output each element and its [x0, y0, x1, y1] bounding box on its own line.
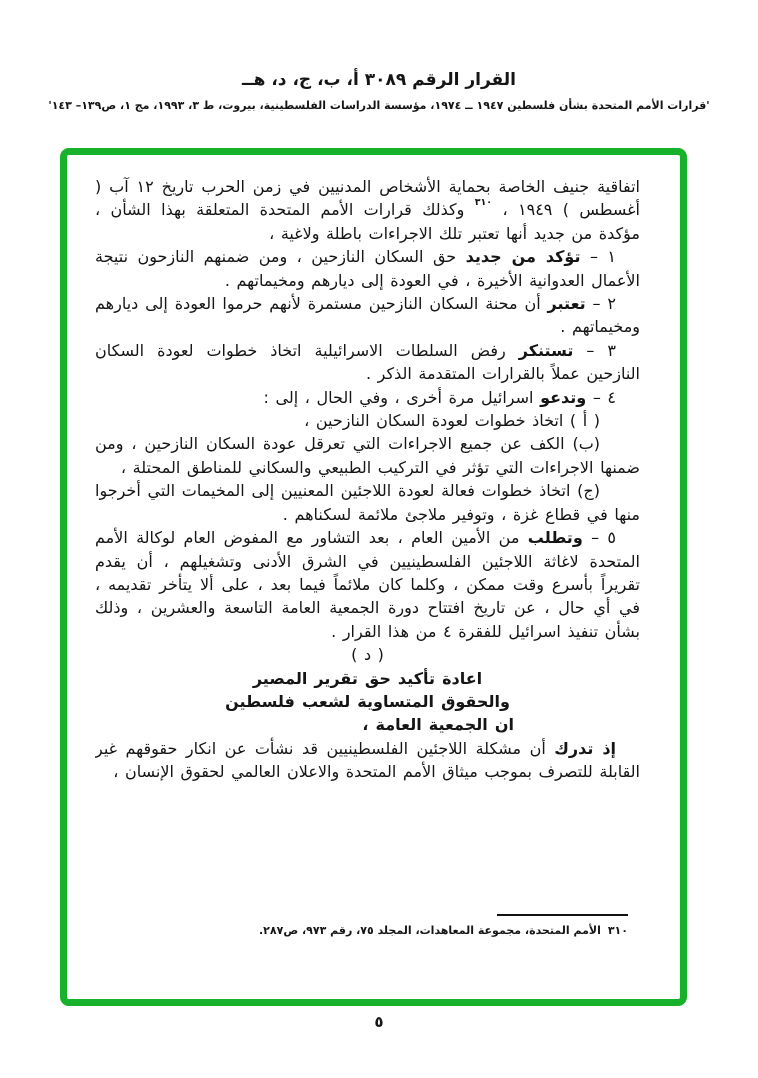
clause-text: حق السكان النازحين ، ومن ضمنهم النازحون نتيجة الأعمال العدوانية الأخيرة ، في العودة إلى ديارهم ومخيماتهم .: [95, 247, 640, 290]
clause-5: [95, 526, 640, 643]
clause-1: [95, 245, 640, 292]
clause-verb: وتطلب: [527, 528, 583, 548]
source-citation: 'قرارات الأمم المتحدة بشأن فلسطين ١٩٤٧ ــ ١٩٧٤، مؤسسة الدراسات الفلسطينية، بيروت، ط ٣، ١٩٩٣، مج ١، ص١٣٩– ١٤٣': [48, 99, 710, 112]
resolution-title: القرار الرقم ٣٠٨٩ أ، ب، ج، د، هــ: [242, 70, 516, 90]
footnote-reference: ٣١٠: [474, 197, 493, 209]
resolution-body: [95, 175, 640, 907]
clause-verb: تستنكر: [518, 340, 574, 360]
subclause-b: (ب) الكف عن جميع الاجراءات التي تعرقل عودة السكان النازحين ، ومن ضمنها الاجراءات التي تؤثر في التركيب الطبيعي والسكاني للمناطق المحتلة ،: [95, 434, 640, 477]
subclause-a: ( أ ) اتخاذ خطوات لعودة السكان النازحين ،: [304, 411, 600, 431]
footnote-block: [95, 914, 640, 937]
clause-number: ١ –: [589, 247, 616, 267]
section-d-heading-2: والحقوق المتساوية لشعب فلسطين: [225, 691, 510, 711]
clause-3: [95, 339, 640, 386]
intro-paragraph: [95, 175, 640, 245]
page-number: ٥: [374, 1013, 384, 1031]
clause-verb: تؤكد من جديد: [465, 247, 581, 267]
clause-number: ٥ –: [591, 528, 617, 548]
subclause-c: (ج) اتخاذ خطوات فعالة لعودة اللاجئين المعنيين إلى المخيمات التي أخرجوا منها في قطاع غزة ، وتوفير ملاجئ ملائمة لسكناهم .: [95, 481, 640, 524]
clause-4: [95, 386, 640, 409]
green-frame: [60, 148, 687, 1006]
intro-text-after: وكذلك قرارات الأمم المتحدة المتعلقة بهذا الشأن ، مؤكدة من جديد أنها تعتبر تلك الاجراءات باطلة ولاغية ،: [95, 200, 640, 243]
footnote-separator: [497, 914, 628, 916]
clause-verb: تعتبر: [547, 294, 586, 314]
footnote-text: الأمم المتحدة، مجموعة المعاهدات، المجلد ٧٥، رقم ٩٧٣، ص٢٨٧.: [258, 924, 601, 937]
clause-2: [95, 292, 640, 339]
footnote-text-line: [95, 924, 640, 937]
clause-text: رفض السلطات الاسرائيلية اتخاذ خطوات لعودة السكان النازحين عملاً بالقرارات المتقدمة الذكر .: [95, 340, 640, 384]
page-header: [0, 70, 758, 112]
footnote-number: ٣١٠: [607, 924, 628, 937]
intro-text-before: اتفاقية جنيف الخاصة بحماية الأشخاص المدنيين في زمن الحرب تاريخ ١٢ آب ( أغسطس ) ١٩٤٩ ،: [95, 177, 640, 220]
clause-verb: وتدعو: [540, 387, 587, 407]
clause-text: أن محنة السكان النازحين مستمرة لأنهم حرموا العودة إلى ديارهم ومخيماتهم .: [95, 294, 640, 337]
clause-number: ٤ –: [592, 387, 616, 407]
clause-text: اسرائيل مرة أخرى ، وفي الحال ، إلى :: [263, 387, 534, 407]
recognizing-paragraph: [95, 737, 640, 784]
section-d-marker: ( د ): [351, 645, 384, 665]
section-d-heading-1: اعادة تأكيد حق تقرير المصير: [252, 668, 483, 688]
general-assembly-opening: ان الجمعية العامة ،: [362, 715, 514, 735]
clause-number: ٣ –: [586, 340, 617, 360]
clause-number: ٢ –: [592, 294, 616, 314]
clause-text: من الأمين العام ، بعد التشاور مع المفوض العام لوكالة الأمم المتحدة لاغاثة اللاجئين الفلسطينيين في الشرق الأدنى وتشغيلهم ، أن يقدم تقريراً بأسرع وقت ممكن ، وكلما كان ملائماً فيما بعد ، على ألا يتأخر تقديمه ، في أي حال ، عن تاريخ افتتاح دورة الجمعية العامة التاسعة والعشرين ، وذلك بشأن تنفيذ اسرائيل للفقرة ٤ من هذا القرار .: [95, 528, 640, 641]
recognizing-lead: إذ تدرك: [554, 738, 617, 758]
recognizing-text: أن مشكلة اللاجئين الفلسطينيين قد نشأت عن انكار حقوقهم غير القابلة للتصرف بموجب ميثاق الأمم المتحدة والاعلان العالمي لحقوق الإنسان ،: [95, 738, 640, 782]
